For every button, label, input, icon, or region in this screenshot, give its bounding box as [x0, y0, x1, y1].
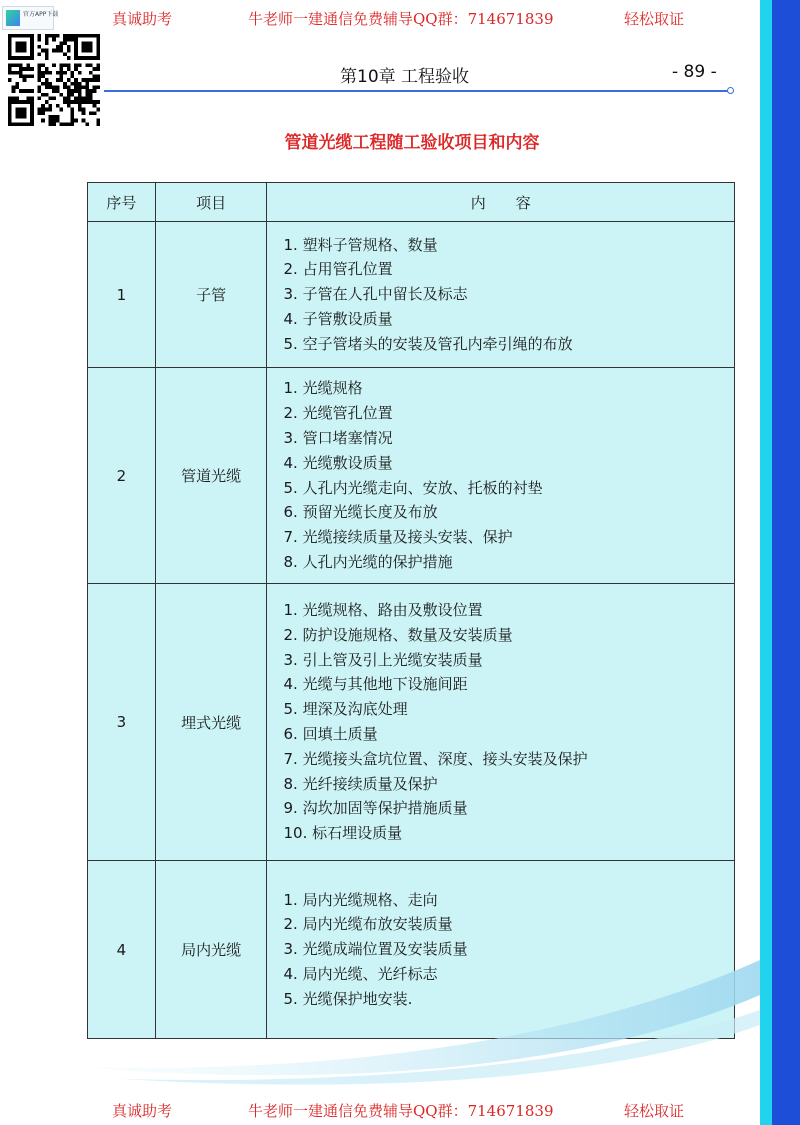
list-item: 4. 光缆敷设质量 — [283, 453, 393, 472]
row-item: 局内光缆 — [155, 861, 267, 1039]
list-item: 1. 光缆规格、路由及敷设位置 — [283, 601, 483, 620]
chapter-title: 第10章 工程验收 — [340, 67, 470, 87]
list-item: 5. 埋深及沟底处理 — [283, 700, 408, 719]
bottom-wave-decoration — [0, 955, 760, 1095]
list-item: 2. 光缆管孔位置 — [283, 404, 393, 423]
list-item: 4. 局内光缆、光纤标志 — [283, 964, 438, 983]
row-item: 管道光缆 — [155, 368, 267, 584]
banner-right-text: 轻松取证 — [624, 1102, 685, 1120]
list-item: 5. 空子管堵头的安装及管孔内牵引绳的布放 — [283, 334, 573, 353]
header-item: 项目 — [155, 183, 267, 222]
list-item: 3. 子管在人孔中留长及标志 — [283, 285, 468, 304]
banner-left-text: 真诚助考 — [112, 1102, 173, 1120]
row-contents — [267, 368, 735, 584]
qr-code-icon — [8, 34, 100, 126]
list-item: 8. 人孔内光缆的保护措施 — [283, 552, 453, 571]
list-item: 6. 预留光缆长度及布放 — [283, 503, 438, 522]
list-item: 1. 局内光缆规格、走向 — [283, 890, 438, 909]
header-rule — [104, 90, 732, 92]
table-row — [88, 584, 735, 861]
header-contents: 内 容 — [267, 183, 735, 222]
table-row — [88, 368, 735, 584]
header-no: 序号 — [88, 183, 156, 222]
list-item: 2. 局内光缆布放安装质量 — [283, 915, 453, 934]
list-item: 9. 沟坎加固等保护措施质量 — [283, 799, 468, 818]
top-banner — [0, 4, 760, 34]
list-item: 1. 光缆规格 — [283, 379, 363, 398]
list-item: 2. 占用管孔位置 — [283, 260, 393, 279]
list-item: 3. 引上管及引上光缆安装质量 — [283, 650, 483, 669]
list-item: 5. 人孔内光缆走向、安放、托板的衬垫 — [283, 478, 543, 497]
row-no: 3 — [88, 584, 156, 861]
list-item: 5. 光缆保护地安装. — [283, 989, 413, 1008]
row-contents — [267, 584, 735, 861]
bottom-banner — [0, 1096, 760, 1125]
right-edge-stripe-blue — [772, 0, 800, 1125]
row-contents — [267, 222, 735, 368]
list-item: 7. 光缆接续质量及接头安装、保护 — [283, 528, 513, 547]
table-row — [88, 222, 735, 368]
banner-right-text: 轻松取证 — [624, 10, 685, 28]
list-item: 4. 子管敷设质量 — [283, 309, 393, 328]
row-no: 2 — [88, 368, 156, 584]
list-item: 1. 塑料子管规格、数量 — [283, 235, 438, 254]
list-item: 6. 回填土质量 — [283, 725, 378, 743]
list-item: 8. 光纤接续质量及保护 — [283, 774, 438, 793]
acceptance-table — [87, 182, 735, 1039]
logo-text: 官方APP下载 — [23, 11, 59, 18]
row-no: 1 — [88, 222, 156, 368]
list-item: 7. 光缆接头盒坑位置、深度、接头安装及保护 — [283, 749, 588, 768]
document-title: 管道光缆工程随工验收项目和内容 — [284, 133, 540, 153]
right-edge-stripe-cyan — [760, 0, 772, 1125]
banner-middle-text: 牛老师一建通信免费辅导QQ群：714671839 — [248, 10, 554, 28]
row-no: 4 — [88, 861, 156, 1039]
row-item: 子管 — [155, 222, 267, 368]
list-item: 3. 管口堵塞情况 — [283, 428, 393, 447]
banner-left-text: 真诚助考 — [112, 10, 173, 28]
table-header-row — [88, 183, 735, 222]
page-number: - 89 - — [672, 62, 717, 82]
banner-middle-text: 牛老师一建通信免费辅导QQ群：714671839 — [248, 1102, 554, 1120]
header-rule-end-dot — [727, 87, 734, 94]
list-item: 4. 光缆与其他地下设施间距 — [283, 675, 468, 694]
list-item: 2. 防护设施规格、数量及安装质量 — [283, 625, 513, 644]
list-item: 3. 光缆成端位置及安装质量 — [283, 940, 468, 959]
row-item: 埋式光缆 — [155, 584, 267, 861]
list-item: 10. 标石埋设质量 — [283, 824, 403, 843]
